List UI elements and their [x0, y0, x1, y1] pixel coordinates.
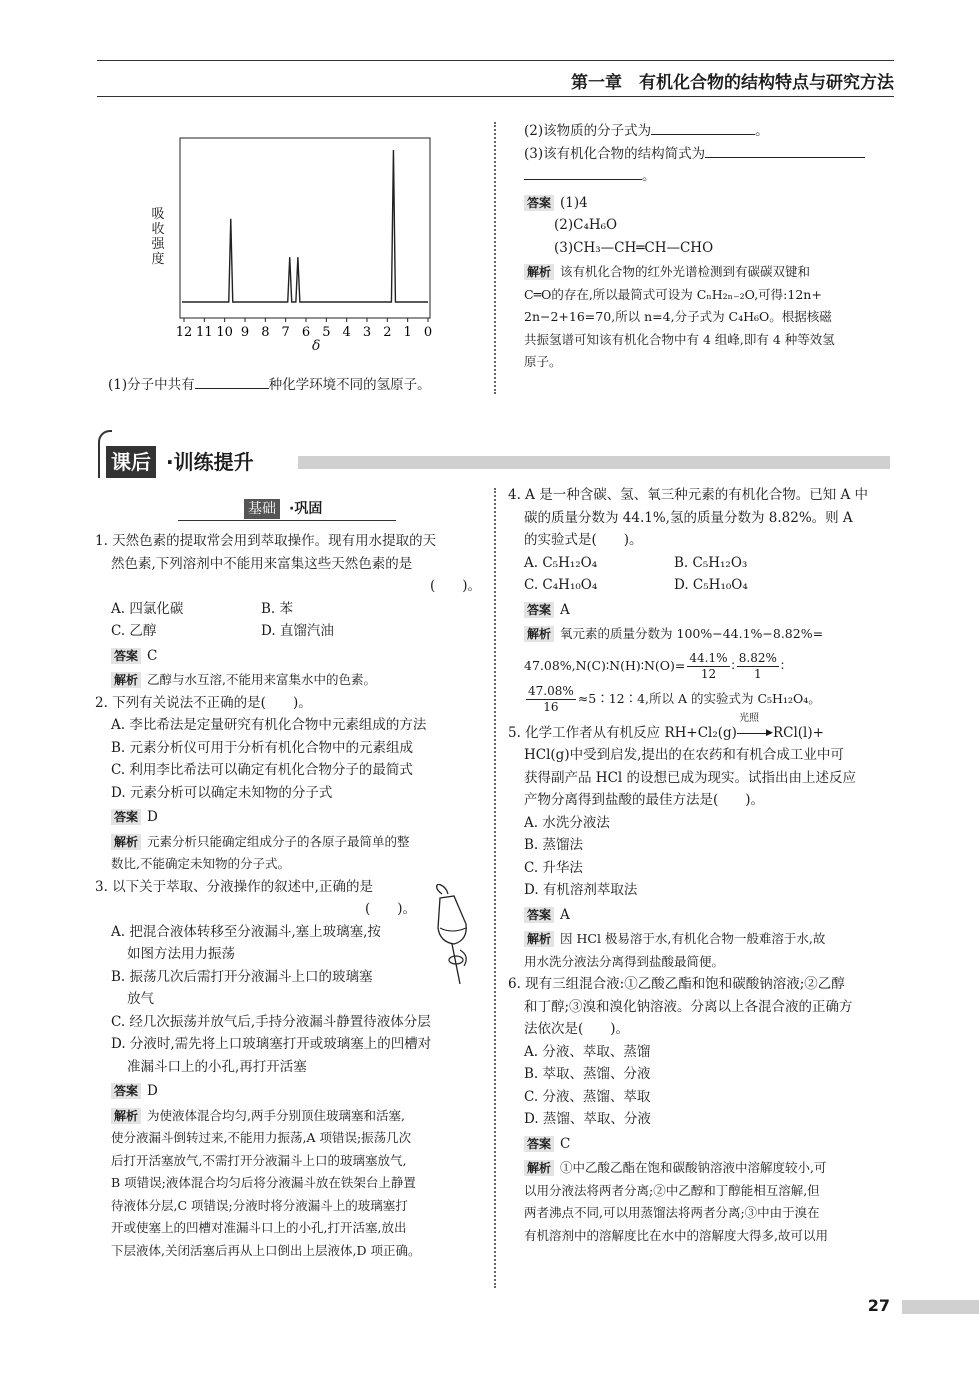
q3-option-c[interactable]: C. 经几次振荡并放气后,手持分液漏斗静置待液体分层 [111, 1013, 431, 1030]
chapter-title: 第一章 有机化合物的结构特点与研究方法 [571, 73, 894, 93]
q4-fraction-line: 47.08%,N(C)∶N(H)∶N(O)= $\frac{44.1\%}{12}$ ∶ $\frac{8.82\%}{1}$ ∶ [524, 650, 785, 681]
answer-blank[interactable] [524, 165, 642, 180]
q3-option-d[interactable]: D. 分液时,需先将上口玻璃塞打开或玻璃塞上的凹槽对 [111, 1036, 432, 1052]
q3-answer: D [147, 1083, 158, 1099]
x-tick-label: 0 [423, 325, 433, 340]
top-right-column: (2)该物质的分子式为 。 (3)该有机化合物的结构简式为 。 答案 (1)4 (2)C₄H₆O (3)CH₃—CH═CH—CHO 解析 该有机化合物的红外光谱检测到有碳碳双键和 C═O的存在,所以最简式可设为 CₙH₂ₙ₋₂O,可得:12n+ 2n−2+16=70,所以 n=4,分子式为 C₄H₆O。根据核磁 共振氢谱可知该有机化合物中有 4 组峰,即有 4 种等效氢 原子。 [524, 120, 896, 374]
answer-tag: 答案 [111, 1083, 141, 1099]
q3-option-a-cont: 如图方法用力振荡 [127, 946, 235, 962]
q4-option-a[interactable]: A. C₅H₁₂O₄ [524, 554, 598, 571]
q4-option-d[interactable]: D. C₅H₁₀O₄ [674, 577, 748, 593]
q2-option-d[interactable]: D. 元素分析可以确定未知物的分子式 [111, 784, 333, 801]
analysis-tag: 解析 [111, 672, 141, 688]
analysis-line: 2n−2+16=70,所以 n=4,分子式为 C₄H₆O。根据核磁 [524, 309, 832, 324]
q1-option-c[interactable]: C. 乙醇 [111, 623, 157, 639]
q6-option-a[interactable]: A. 分液、萃取、蒸馏 [524, 1043, 651, 1060]
analysis-line: 原子。 [524, 354, 562, 369]
q3-analysis-line: 后打开活塞放气,不需打开分液漏斗上口的玻璃塞放气, [111, 1152, 407, 1168]
q1-stem: 然色素,下列溶剂中不能用来富集这些天然色素的是 [111, 555, 413, 572]
answer-tag: 答案 [524, 907, 554, 923]
column-divider-top [494, 122, 496, 394]
x-tick-label: 9 [240, 325, 250, 340]
analysis-tag: 解析 [524, 931, 554, 947]
section-title-b: ·训练提升 [166, 450, 254, 474]
analysis-line: C═O的存在,所以最简式可设为 CₙH₂ₙ₋₂O,可得:12n+ [524, 286, 822, 302]
q1-option-d[interactable]: D. 直馏汽油 [261, 623, 334, 639]
answer-3: (3)CH₃—CH═CH—CHO [554, 239, 714, 256]
answer-tag: 答案 [524, 602, 554, 618]
q3-analysis-line: 使分液漏斗倒转过来,不能用力振荡,A 项错误;振荡几次 [111, 1130, 412, 1145]
section-grey-bar [298, 456, 890, 469]
x-tick-label: 1 [403, 325, 412, 340]
q6-stem: 6. 现有三组混合液:①乙酸乙酯和饱和碳酸钠溶液;②乙醇 [508, 976, 845, 992]
q6-option-d[interactable]: D. 蒸馏、萃取、分液 [524, 1111, 651, 1127]
x-tick-label: 3 [362, 325, 372, 340]
q6-analysis-line: 有机溶剂中的溶解度比在水中的溶解度大得多,故可以用 [524, 1227, 828, 1243]
q4-fraction-line-2: $\frac{47.08\%}{16}$ ≈5∶12∶4,所以 A 的实验式为 C₅H₁₂O₄。 [528, 683, 821, 714]
q2-answer: D [147, 809, 158, 825]
reaction-arrow: 光照 ▶ [738, 713, 773, 738]
q2-option-c[interactable]: C. 利用李比希法可以确定有机化合物分子的最简式 [111, 762, 413, 778]
header-top-rule [97, 60, 894, 61]
analysis-tag: 解析 [111, 1108, 141, 1124]
answer-blank[interactable] [651, 120, 755, 135]
q1-stem: 1. 天然色素的提取常会用到萃取操作。现有用水提取的天 [95, 533, 437, 549]
page-tab-bar [902, 1300, 979, 1314]
subsection-rule [178, 520, 396, 521]
q4-stem: 的实验式是( )。 [524, 532, 643, 548]
question-1-top [108, 374, 431, 397]
q3-stem: 3. 以下关于萃取、分液操作的叙述中,正确的是 [95, 878, 373, 895]
q6-option-b[interactable]: B. 萃取、蒸馏、分液 [524, 1066, 651, 1082]
page-number: 27 [867, 1296, 890, 1315]
x-tick-label: 6 [301, 325, 311, 340]
q5-stem: 5. 化学工作者从有机反应 RH+Cl₂(g) [508, 724, 737, 741]
q3-option-b[interactable]: B. 振荡几次后需打开分液漏斗上口的玻璃塞 [111, 968, 373, 985]
analysis-tag: 解析 [524, 1160, 554, 1176]
q4-answer: A [560, 601, 570, 618]
q3-analysis-line: 下层液体,关闭活塞后再从上口倒出上层液体,D 项正确。 [111, 1242, 421, 1258]
answer-tag: 答案 [524, 195, 554, 211]
q5-option-d[interactable]: D. 有机溶剂萃取法 [524, 882, 638, 898]
arrow-label: 光照 [738, 713, 759, 724]
x-tick-label: 8 [261, 325, 270, 340]
q6-option-c[interactable]: C. 分液、蒸馏、萃取 [524, 1088, 651, 1105]
q-text: (1)分子中共有 [108, 377, 195, 393]
q5-stem: 获得副产品 HCl 的设想已成为现实。试指出由上述反应 [524, 769, 857, 786]
q5-option-b[interactable]: B. 蒸馏法 [524, 837, 584, 853]
left-column: 1. 天然色素的提取常会用到萃取操作。现有用水提取的天 然色素,下列溶剂中不能用来富集这些天然色素的是 ( )。 A. 四氯化碳 B. 苯 C. 乙醇 D. 直馏汽油 答案 C 解析 乙醇与水互溶,不能用来富集水中的色素。 2. 下列有关说法不正确的是( )。 A. 李比希法是定量研究有机化合物中元素组成的方法 B. 元素分析仪可用于分析有机化合物中的元素组成 C. 利用李比希法可以确定有机化合物分子的最简式 D. 元素分析可以确定未知物的分子式 答案 D 解析 元素分析只能确定组成分子的各原子最简单的整 数比,不能确定未知物的分子式。 3. 以下关于萃取、分液操作的叙述中,正确的是 ( )。 A. 把混合液体转移至分液漏斗,塞上玻璃塞,按 如图方法用力振荡 B. 振荡几次后需打开分液漏斗上口的玻璃塞 放气 C. 经几次振荡并放气后,手持分液漏斗静置待液体分层 D. 分液时,需先将上口玻璃塞打开或玻璃塞上的凹槽对 准漏斗口上的小孔,再打开活塞 答案 D 解析 为使液体混合均匀,两手分别顶住玻璃塞和活塞, 使分液漏斗倒转过来,不能用力振荡,A 项错误;振荡几次 后打开活塞放气,不需打开分液漏斗上口的玻璃塞放气, B 项错误;液体混合均匀后将分液漏斗放在铁架台上静置 待液体分层,C 项错误;分液时将分液漏斗上的玻璃塞打 开或使塞上的凹槽对准漏斗口上的小孔,打开活塞,放出 下层液体,关闭活塞后再从上口倒出上层液体,D 项正确。 [95, 530, 485, 1262]
q3-analysis-line: 开或使塞上的凹槽对准漏斗口上的小孔,打开活塞,放出 [111, 1220, 407, 1235]
q1-option-a[interactable]: A. 四氯化碳 [111, 600, 184, 617]
x-tick-label: 12 [175, 325, 193, 340]
answer-tag: 答案 [111, 809, 141, 825]
nmr-spectrum-figure [140, 132, 450, 362]
q5-stem: 产物分离得到盐酸的最佳方法是( )。 [524, 792, 765, 808]
x-tick-label: 10 [216, 325, 233, 340]
answer-tag: 答案 [524, 1136, 554, 1152]
nmr-spectrum-chart [140, 132, 450, 362]
answer-2: (2)C₄H₆O [554, 217, 618, 233]
q4-stem: 碳的质量分数为 44.1%,氢的质量分数为 8.82%。则 A [524, 509, 853, 526]
fraction-h: $\frac{8.82\%}{1}$ [738, 650, 777, 681]
separatory-funnel-illustration [424, 884, 480, 992]
q5-analysis-line: 用水洗分液法分离得到盐酸最简便。 [524, 953, 725, 969]
answer-tag: 答案 [111, 648, 141, 664]
q2-analysis-line: 数比,不能确定未知物的分子式。 [111, 856, 290, 871]
subsection-b: ·巩固 [286, 499, 325, 519]
analysis-tag: 解析 [524, 626, 554, 642]
analysis-line: 共振氢谱可知该有机化合物中有 4 组峰,即有 4 种等效氢 [524, 331, 835, 347]
q6-answer: C [560, 1135, 571, 1152]
q3-option-d-cont: 准漏斗口上的小孔,再打开活塞 [127, 1058, 307, 1075]
x-axis-label: δ [312, 338, 321, 354]
q4-option-c[interactable]: C. C₄H₁₀O₄ [524, 577, 598, 593]
q1-answer: C [147, 647, 158, 664]
analysis-tag: 解析 [111, 834, 141, 850]
answer-1: (1)4 [560, 194, 588, 211]
analysis-tag: 解析 [524, 264, 554, 280]
q-text-end: 种化学环境不同的氢原子。 [268, 377, 431, 393]
right-column: 4. A 是一种含碳、氢、氧三种元素的有机化合物。已知 A 中 碳的质量分数为 44.1%,氢的质量分数为 8.82%。则 A 的实验式是( )。 A. C₅H₁₂O₄ B. C₅H₁₂O₃ C. C₄H₁₀O₄ D. C₅H₁₀O₄ 答案 A 解析 氧元素的质量分数为 100%−44.1%−8.82%= 47.08%,N(C)∶N(H)∶N(O)= $\frac{44.1\%}{12}$ ∶ $\frac{8.82\%}{1}$ ∶ $\frac{47.08\%}{16}$ ≈5∶12∶4,所以 A 的实验式为 C₅H₁₂O₄。 5. 化学工作者从有机反应 RH+Cl₂(g) 光照 ▶ RCl(l)+ HCl(g)中受到启发,提出的在农药和有机合成工业中可 获得副产品 HCl 的设想已成为现实。试指出由上述反应 产物分离得到盐酸的最佳方法是( )。 A. 水洗分液法 B. 蒸馏法 C. 升华法 D. 有机溶剂萃取法 答案 A 解析 因 HCl 极易溶于水,有机化合物一般难溶于水,故 用水洗分液法分离得到盐酸最简便。 6. 现有三组混合液:①乙酸乙酯和饱和碳酸钠溶液;②乙醇 和丁醇;③溴和溴化钠溶液。分离以上各混合液的正确方 法依次是( )。 A. 分液、萃取、蒸馏 B. 萃取、蒸馏、分液 C. 分液、蒸馏、萃取 D. 蒸馏、萃取、分液 答案 C 解析 ①中乙酸乙酯在饱和碳酸钠溶液中溶解度较小,可 以用分液法将两者分离;②中乙醇和丁醇能相互溶解,但 两者沸点不同,可以用蒸馏法将两者分离;③中由于溴在 有机溶剂中的溶解度比在水中的溶解度大得多,故可以用 [508, 484, 898, 1247]
fraction-c: $\frac{44.1\%}{12}$ [689, 650, 728, 681]
section-title-a: 课后 [106, 446, 156, 478]
subsection-a: 基础 [244, 499, 280, 519]
q6-analysis-line: 两者沸点不同,可以用蒸馏法将两者分离;③中由于溴在 [524, 1205, 820, 1220]
q5-answer: A [560, 906, 570, 923]
fraction-o: $\frac{47.08\%}{16}$ [528, 683, 574, 714]
q2-stem: 2. 下列有关说法不正确的是( )。 [95, 694, 312, 711]
q3-option-a[interactable]: A. 把混合液体转移至分液漏斗,塞上玻璃塞,按 [111, 923, 381, 940]
y-axis-label: 吸收强度 [151, 207, 165, 267]
q2-option-b[interactable]: B. 元素分析仪可用于分析有机化合物中的元素组成 [111, 739, 414, 756]
question-2-text: (2)该物质的分子式为 [524, 123, 652, 139]
x-tick-label: 4 [342, 325, 351, 340]
q1-option-b[interactable]: B. 苯 [261, 600, 294, 617]
q5-option-c[interactable]: C. 升华法 [524, 859, 583, 876]
x-tick-label: 7 [281, 325, 290, 340]
column-divider-bottom [494, 488, 496, 1288]
q3-analysis-line: B 项错误;液体混合均匀后将分液漏斗放在铁架台上静置 [111, 1175, 416, 1190]
q4-option-b[interactable]: B. C₅H₁₂O₃ [674, 554, 748, 571]
q3-paren: ( )。 [365, 901, 417, 917]
q3-option-b-cont: 放气 [127, 991, 154, 1007]
header-bottom-rule [97, 96, 894, 97]
question-3-text: (3)该有机化合物的结构简式为 [524, 145, 706, 162]
answer-blank[interactable] [195, 374, 269, 389]
q2-option-a[interactable]: A. 李比希法是定量研究有机化合物中元素组成的方法 [111, 717, 427, 733]
x-tick-label: 11 [196, 325, 213, 340]
q6-stem: 和丁醇;③溴和溴化钠溶液。分离以上各混合液的正确方 [524, 998, 853, 1015]
q3-analysis-line: 待液体分层,C 项错误;分液时将分液漏斗上的玻璃塞打 [111, 1197, 408, 1213]
q1-analysis: 乙醇与水互溶,不能用来富集水中的色素。 [147, 672, 376, 687]
spectrum-trace [182, 150, 428, 302]
q5-stem: HCl(g)中受到启发,提出的在农药和有机合成工业中可 [524, 747, 844, 763]
q6-stem: 法依次是( )。 [524, 1021, 630, 1037]
x-tick-label: 2 [383, 325, 392, 340]
q5-option-a[interactable]: A. 水洗分液法 [524, 814, 610, 831]
q4-stem: 4. A 是一种含碳、氢、氧三种元素的有机化合物。已知 A 中 [508, 487, 869, 503]
x-tick-label: 5 [322, 325, 331, 340]
q6-analysis-line: 以用分液法将两者分离;②中乙醇和丁醇能相互溶解,但 [524, 1182, 820, 1198]
q1-paren: ( )。 [429, 578, 481, 594]
answer-blank[interactable] [705, 143, 865, 158]
